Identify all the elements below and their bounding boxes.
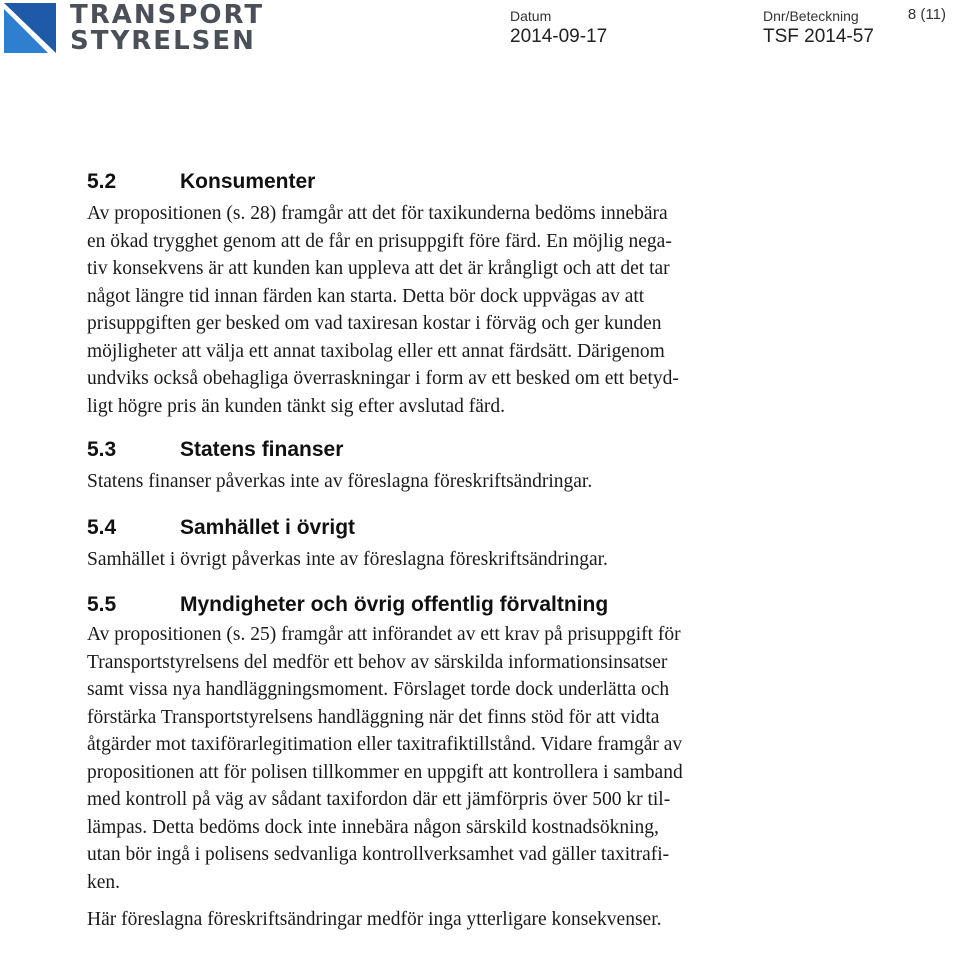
- section-title: Myndigheter och övrig offentlig förvaltning: [180, 593, 609, 616]
- reference-label: Dnr/Beteckning: [763, 8, 859, 24]
- section-title: Samhället i övrigt: [180, 515, 356, 539]
- section-number: 5.5: [87, 593, 117, 616]
- reference-value: TSF 2014-57: [763, 26, 874, 47]
- section-title: Statens finanser: [180, 438, 344, 461]
- section-title: Konsumenter: [180, 170, 316, 193]
- page-number: 8 (11): [907, 6, 946, 23]
- section-heading: [87, 170, 807, 194]
- section-number: 5.3: [87, 438, 117, 461]
- logo-wordmark: [70, 2, 264, 54]
- date-block: [510, 8, 607, 48]
- section-heading: [87, 593, 807, 617]
- section-paragraph: Samhället i övrigt påverkas inte av föreslagna föreskriftsändringar.: [87, 548, 608, 570]
- section-number: 5.2: [87, 170, 117, 193]
- section-heading: [87, 516, 807, 540]
- date-label: Datum: [510, 8, 552, 24]
- closing-paragraph: Här föreslagna föreskriftsändringar medför inga ytterligare konsekvenser.: [87, 909, 662, 930]
- section-number: 5.4: [87, 515, 117, 539]
- logo-line-2: STYRELSEN: [70, 26, 256, 56]
- date-value: 2014-09-17: [510, 26, 608, 47]
- section-paragraph: Statens finanser påverkas inte av föreslagna föreskriftsändringar.: [87, 471, 593, 492]
- document-body: [87, 170, 807, 934]
- logo-mark-icon: [4, 3, 56, 53]
- section-paragraph: Av propositionen (s. 28) framgår att det för taxikunderna bedöms innebära en ökad trygghet genom att de får en prisuppgift före färd. En möjlig nega- tiv konsekvens är att kunden kan uppleva att det är krångligt och att det tar något längre tid innan färden kan starta. Detta bör dock uppvägas av att prisuppgiften ger besked om vad taxiresan kostar i förväg och ger kunden möjligheter att välja ett annat taxibolag eller ett annat färdsätt. Därigenom undviks också obehagliga överraskningar i form av ett besked om ett betyd- ligt högre pris än kunden tänkt sig efter avslutad färd.: [87, 203, 679, 417]
- section-heading: [87, 438, 807, 462]
- section-paragraph: Av propositionen (s. 25) framgår att införandet av ett krav på prisuppgift för Transportstyrelsens del medför ett behov av särskilda informationsinsatser samt vissa nya handläggningsmoment. Förslaget torde dock underlätta och förstärka Transportstyrelsens handläggning när det finns stöd för att vidta åtgärder mot taxiförarlegitimation eller taxitrafiktillstånd. Vidare framgår av propositionen att för polisen tillkommer en uppgift att kontrollera i samband med kontroll på väg av sådant taxifordon där ett jämförpris över 500 kr til- lämpas. Detta bedöms dock inte innebära någon särskild kostnadsökning, utan bör ingå i polisens sedvanliga kontrollverksamhet vad gäller taxitrafi- ken.: [87, 624, 683, 893]
- logo-line-1: TRANSPORT: [70, 0, 265, 30]
- reference-block: [763, 8, 874, 48]
- transportstyrelsen-logo: [4, 2, 264, 54]
